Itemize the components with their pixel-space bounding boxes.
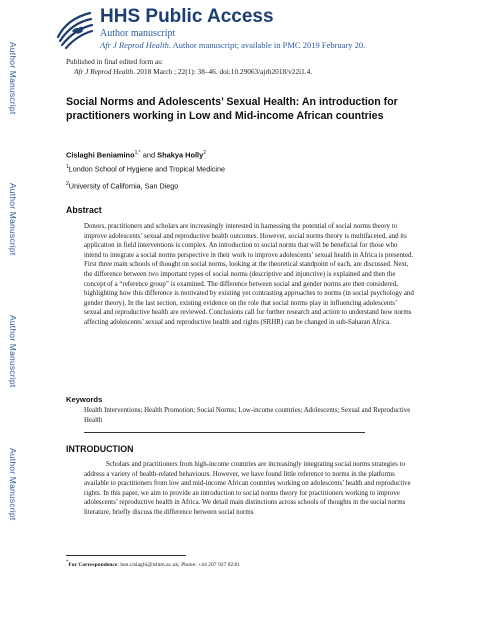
side-label-author-manuscript: Author Manuscript — [8, 315, 18, 388]
publication-info — [66, 57, 426, 77]
hhs-eagle-logo-icon — [50, 7, 96, 51]
abstract-heading: Abstract — [66, 205, 102, 215]
abstract-text: Donors, practitioners and scholars are increasingly interested in harnessing the potential of social norms theory to improve adolescents’ sexual and reproductive health outcomes. However, social norms theory is multifaceted, and its application in field interventions is complex. An introduction to social norms that will be beneficial for those who intend to integrate a social norms perspective in their work to improve adolescents’ sexual health in Africa is presented. First three main schools of thought on social norms, looking at the theoretical standpoint of each, are discussed. Next, the difference between two important types of social norms (descriptive and injunctive) is explained and then the concept of a “reference group” is examined. The difference between social and gender norms are then considered, highlighting how this difference is motivated by existing yet contrasting approaches to norms (in social psychology and gender theory). In the last section, existing evidence on the role that social norms play in influencing adolescents’ sexual and reproductive health are reviewed. Conclusions call for further research and action to understand how norms affecting adolescents’ sexual and reproductive health and rights (SRHR) can be changed in sub-Saharan Africa. — [84, 223, 414, 326]
availability-text: . Author manuscript; available in PMC 2019 February 20. — [168, 40, 366, 50]
article-title: Social Norms and Adolescents’ Sexual Health: An introduction for practitioners working in Low and Mid-income African countries — [66, 96, 398, 122]
author-2-affiliation-marker: 2 — [203, 150, 206, 156]
author-1-affiliation-marker: 1,* — [134, 150, 141, 156]
correspondence-footnote — [66, 560, 416, 568]
hhs-public-access-title: HHS Public Access — [100, 6, 274, 27]
introduction-text: Scholars and practitioners from high-income countries are increasingly integrating social norms strategies to address a variety of health-related behaviours. However, we have found little reference to norms in the platforms available to practitioners from low and mid-income African countries working on adolescents’ health and reproductive rights. In this paper, we aim to provide an introduction to social norms theory for practitioners working to improve adolescents’ reproductive health in Africa. We detail main distinctions across schools of thoughts in the social norms literature, briefly discuss the difference between social norms — [84, 461, 411, 516]
hhs-header — [50, 5, 470, 53]
footnote-label: For Correspondence — [68, 561, 118, 568]
affiliation-marker: 1 — [66, 164, 69, 170]
journal-name: Afr J Reprod Health — [100, 40, 169, 50]
footnote-divider — [66, 555, 186, 556]
keywords-text: Health Interventions; Health Promotion; Social Norms; Low-income countries; Adolescents; Sexual and Reproductive Health — [84, 407, 411, 424]
section-divider — [84, 432, 365, 433]
affiliation-text: London School of Hygiene and Tropical Medicine — [68, 164, 226, 174]
author-conjunction: and — [140, 150, 158, 160]
affiliation-2 — [66, 181, 416, 190]
side-label-author-manuscript: Author Manuscript — [8, 448, 18, 521]
affiliation-marker: 2 — [66, 181, 69, 187]
author-2: Shakya Holly — [157, 150, 204, 160]
citation-line — [66, 67, 426, 77]
affiliation-text: University of California, San Diego — [68, 181, 179, 191]
author-line — [66, 150, 416, 159]
manuscript-availability — [100, 40, 365, 50]
published-label: Published in final edited form as: — [66, 57, 164, 66]
citation-journal: Afr J Reprod Health — [74, 67, 134, 76]
introduction-heading: INTRODUCTION — [66, 444, 134, 454]
footnote-marker: * — [66, 560, 69, 565]
side-label-author-manuscript: Author Manuscript — [8, 183, 18, 256]
citation-details: . 2018 March ; 22(1): 38–46. doi:10.29063/ajrh2018/v22i1.4. — [133, 67, 313, 76]
side-label-author-manuscript: Author Manuscript — [8, 42, 18, 115]
footnote-text: : ben.cislaghi@lshtm.ac.uk; Phone: +44 207 927 8230. — [117, 561, 241, 568]
author-1: Cislaghi Beniamino — [66, 150, 135, 160]
keywords-heading: Keywords — [66, 395, 103, 404]
author-manuscript-subtitle: Author manuscript — [100, 28, 176, 39]
affiliation-1 — [66, 164, 416, 173]
